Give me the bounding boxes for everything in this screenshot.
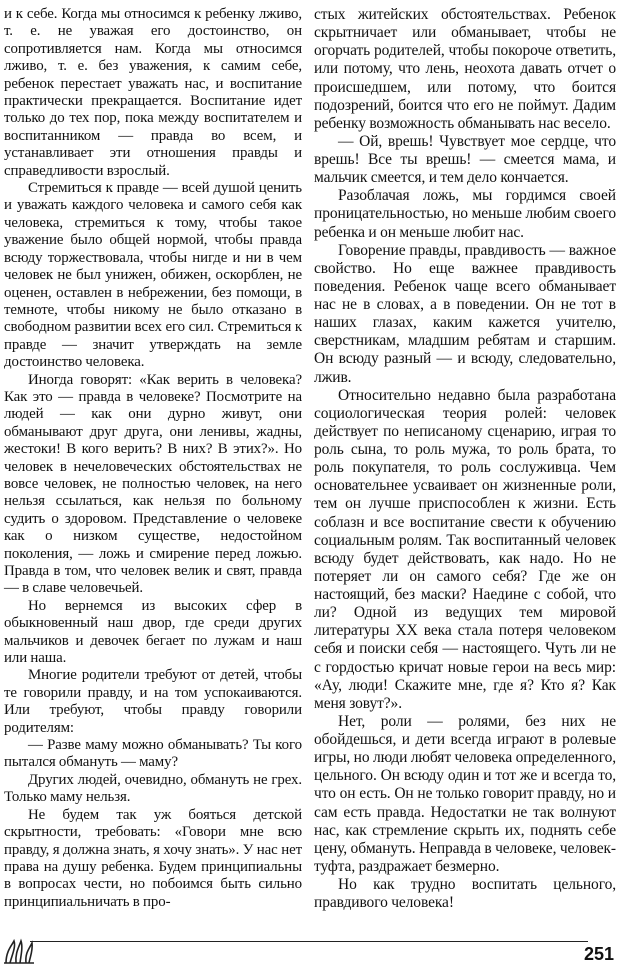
paragraph: — Ой, врешь! Чувствует мое сердце, что врешь! Все ты врешь! — смеется мама, и мальчик смеется, и тем дело кончается.: [314, 132, 616, 187]
page-number: 251: [583, 944, 614, 964]
paragraph: Многие родители требуют от детей, чтобы те говорили правду, и на том успокаиваются. Или требуют, чтобы правду говорили родителям:: [4, 667, 302, 736]
paragraph: и к себе. Когда мы относимся к ребенку лживо, т. е. не уважая его достоинство, он сопротивляется нам. Когда мы относимся лживо, т. е. без уважения, к самим себе, ребенок перестает уважать нас, и воспитание практически прекращается. Воспитание идет только до тех пор, пока между воспитателем и воспитанником — правда во всем, и устанавливает эти отношения правды и справедливости взрослый.: [4, 6, 302, 179]
paragraph: Разоблачая ложь, мы гордимся своей проницательностью, но меньше любим своего ребенка и он меньше любит нас.: [314, 187, 616, 241]
right-column: [314, 6, 616, 912]
paragraph: Стремиться к правде — всей душой ценить и уважать каждого человека и самого себя как человека, стремиться к тому, чтобы такое уважение было общей нормой, чтобы правда всюду торжествовала, чтобы нигде и ни в чем человек не был унижен, обижен, оскорблен, не оценен, оставлен в небрежении, без помощи, в темноте, чтобы никому не было отказано в свободном развитии всех его сил. Стремиться к правде — значит утверждать на земле достоинство человека.: [4, 180, 302, 371]
paragraph: Но как трудно воспитать цельного, правдивого человека!: [314, 876, 616, 912]
paragraph: Нет, роли — ролями, без них не обойдешься, и дети всегда играют в ролевые игры, но люди любят человека определенного, цельного. Он всюду один и тот же и всегда то, что он есть. Он не только говорит правду, но и сам есть правда. Недостатки не так волнуют нас, как стремление скрыть их, поднять себе цену, обмануть. Неправда в человеке, человек-туфта, раздражает безмерно.: [314, 712, 616, 875]
left-column: [4, 6, 302, 911]
footer-rule: [30, 941, 588, 942]
paragraph: Не будем так уж бояться детской скрытности, требовать: «Говори мне всю правду, я должна знать, я хочу знать». У нас нет права на душу ребенка. Будем принципиальны в вопросах чести, но побоимся быть сильно принципиальничать в про-: [4, 806, 302, 910]
paragraph: Относительно недавно была разработана социологическая теория ролей: человек действует по неписаному сценарию, играя то роль сына, то роль мужа, то роль брата, то роль покупателя, то роль сослуживца. Чем основательнее усваивает он жизненные роли, тем он лучше приспособлен к жизни. Есть соблазн и все воспитание свести к обучению социальным ролям. Так воспитанный человек всюду будет действовать, как надо. Но не потеряет ли он самого себя? Где же он настоящий, без маски? Наедине с собой, что ли? Одной из ведущих тем мировой литературы XX века стала потеря человеком себя и поиски себя — настоящего. Чуть ли не с гордостью кричат новые герои на весь мир: «Ау, люди! Скажите мне, где я? Кто я? Как меня зовут?».: [314, 386, 616, 712]
paragraph: Иногда говорят: «Как верить в человека? Как это — правда в человеке? Посмотрите на людей — как они дурно живут, они обманывают друг друга, они ленивы, жадны, жестоки! В кого верить? В них? В этих?». Но человек в нечеловеческих обстоятельствах не вовсе человек, не полностью человек, на него нельзя ссылаться, как нельзя по больному судить о здоровом. Представление о человеке как о низком существе, недостойном поколения, — ложь и смирение перед ложью. Правда в том, что человек велик и свят, правда — в славе человечьей.: [4, 371, 302, 597]
paragraph: Говорение правды, правдивость — важное свойство. Но еще важнее правдивость поведения. Ребенок чаще всего обманывает нас не в словах, а в поведении. Он не тот в наших глазах, каким кажется учителю, сверстникам, младшим ребятам и старшим. Он всюду разный — и всюду, следовательно, лжив.: [314, 241, 616, 386]
paragraph: Других людей, очевидно, обмануть не грех. Только маму нельзя.: [4, 771, 302, 806]
column-divider: [305, 0, 306, 950]
paragraph: стых житейских обстоятельствах. Ребенок скрытничает или обманывает, чтобы не огорчать родителей, чтобы покороче ответить, или потому, что лень, неохота давать отчет о происшедшем, или потому, что боится подозрений, боится что его не поймут. Дадим ребенку возможность обманывать нас весело.: [314, 6, 616, 132]
paragraph: — Разве маму можно обманывать? Ты кого пытался обмануть — маму?: [4, 737, 302, 771]
paragraph: Но вернемся из высоких сфер в обыкновенный наш двор, где среди других мальчиков и девочек бегает по лужам и наш или наша.: [4, 597, 302, 667]
